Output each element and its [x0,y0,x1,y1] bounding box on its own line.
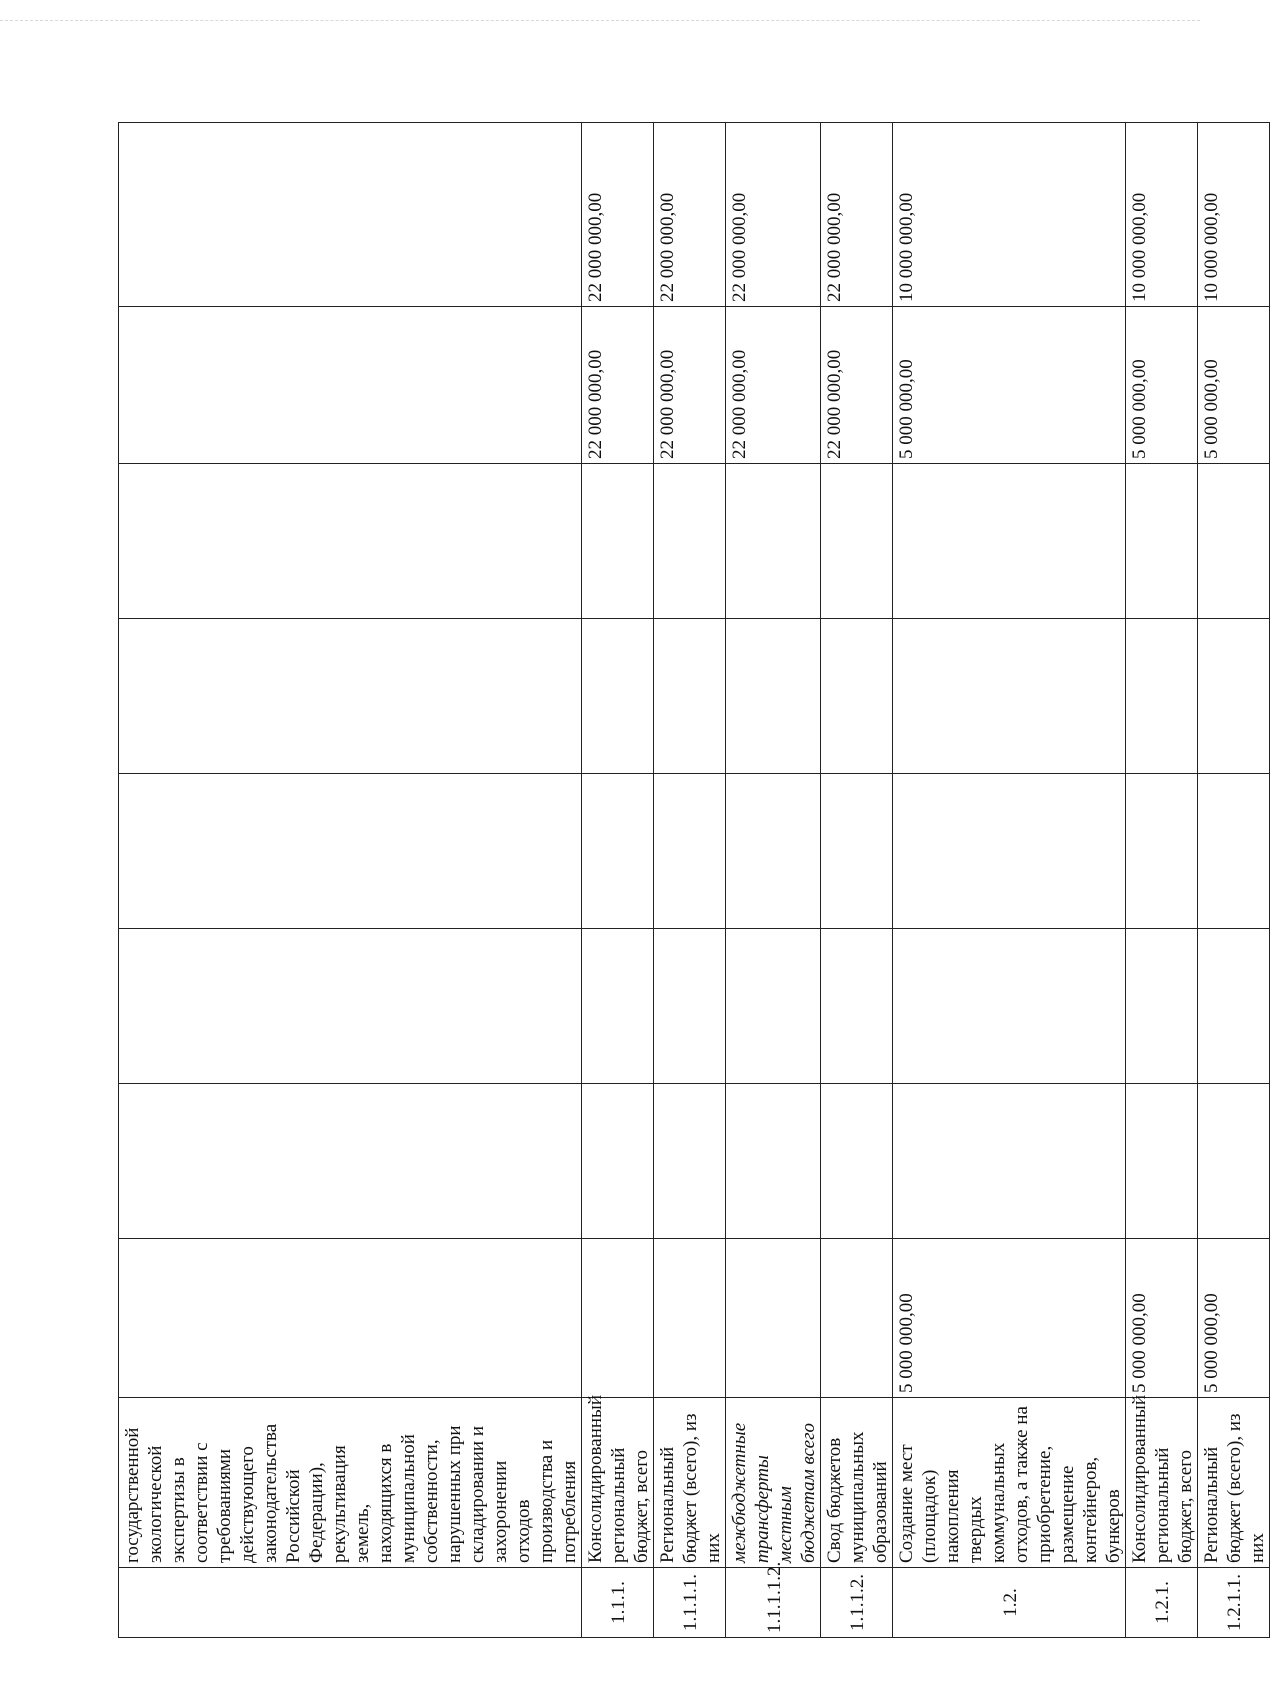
table-row [893,123,1126,1638]
value-cell [119,1084,582,1239]
value-cell [893,1084,1126,1239]
value-cell [1126,1084,1198,1239]
value-cell [726,464,821,619]
table-row [654,123,726,1638]
value-cell [1126,929,1198,1084]
value-cell [1126,774,1198,929]
value-cell [893,464,1126,619]
value-cell [582,929,654,1084]
scan-top-edge [0,0,1200,21]
table-row [1126,123,1198,1638]
value-cell: 10 000 000,00 [1126,123,1198,307]
value-cell [821,464,893,619]
row-number: 1.2. [893,1568,1126,1638]
row-name: Создание мест (площадок) накопления твердых коммунальных отходов, а также на приобретение, размещение контейнеров, бункеров [893,1398,1126,1568]
value-cell [119,929,582,1084]
value-cell: 5 000 000,00 [1198,307,1270,464]
value-cell: 5 000 000,00 [1126,307,1198,464]
value-cell [1126,464,1198,619]
value-cell: 5 000 000,00 [1126,1239,1198,1398]
value-cell: 10 000 000,00 [1198,123,1270,307]
value-cell: 22 000 000,00 [582,123,654,307]
row-name: Свод бюджетов муниципальных образований [821,1398,893,1568]
row-name: государственной экологической экспертизы в соответствии с требованиями действующего законодательства Российской Федерации), рекультивация земель, находящихся в муниципальной собственности, нарушенных при складировании и захоронении отходов производства и потребления [119,1398,582,1568]
value-cell [119,619,582,774]
value-cell [821,774,893,929]
value-cell [654,1239,726,1398]
value-cell: 22 000 000,00 [726,123,821,307]
value-cell [726,1084,821,1239]
value-cell [1198,774,1270,929]
row-name: Консолидированный региональный бюджет, всего [582,1398,654,1568]
table-row [582,123,654,1638]
value-cell: 22 000 000,00 [821,307,893,464]
value-cell [726,1239,821,1398]
value-cell [582,464,654,619]
value-cell [821,1084,893,1239]
row-number: 1.1.1. [582,1568,654,1638]
value-cell [119,464,582,619]
value-cell [726,774,821,929]
row-number: 1.2.1. [1126,1568,1198,1638]
value-cell [1198,1084,1270,1239]
value-cell: 5 000 000,00 [893,307,1126,464]
value-cell: 10 000 000,00 [893,123,1126,307]
value-cell [893,774,1126,929]
value-cell: 22 000 000,00 [726,307,821,464]
value-cell [821,619,893,774]
table-row [1198,123,1270,1638]
value-cell [1198,464,1270,619]
value-cell [654,929,726,1084]
row-number: 1.1.1.2. [821,1568,893,1638]
budget-table [118,122,1270,1638]
row-number: 1.1.1.1. [654,1568,726,1638]
rotated-page [118,123,1268,1638]
table-row [119,123,582,1638]
value-cell: 22 000 000,00 [654,307,726,464]
value-cell [654,464,726,619]
row-name: Консолидированный региональный бюджет, всего [1126,1398,1198,1568]
value-cell: 22 000 000,00 [821,123,893,307]
value-cell [1198,619,1270,774]
value-cell [821,1239,893,1398]
row-name: межбюджетные трансферты местным бюджетам всего [726,1398,821,1568]
value-cell [582,1239,654,1398]
value-cell: 5 000 000,00 [1198,1239,1270,1398]
value-cell [119,1239,582,1398]
row-number: 1.2.1.1. [1198,1568,1270,1638]
row-name: Региональный бюджет (всего), из них [654,1398,726,1568]
value-cell: 5 000 000,00 [893,1239,1126,1398]
table-row [726,123,821,1638]
table-body [119,123,1270,1638]
value-cell [119,123,582,307]
row-number [119,1568,582,1638]
value-cell [582,774,654,929]
value-cell [726,619,821,774]
table-row [821,123,893,1638]
value-cell [726,929,821,1084]
value-cell: 22 000 000,00 [654,123,726,307]
value-cell [119,307,582,464]
value-cell [1126,619,1198,774]
row-number: 1.1.1.1.2. [726,1568,821,1638]
value-cell [654,774,726,929]
value-cell [654,1084,726,1239]
value-cell [582,1084,654,1239]
value-cell [119,774,582,929]
value-cell [654,619,726,774]
value-cell: 22 000 000,00 [582,307,654,464]
value-cell [893,929,1126,1084]
value-cell [1198,929,1270,1084]
value-cell [582,619,654,774]
value-cell [821,929,893,1084]
row-name: Региональный бюджет (всего), из них [1198,1398,1270,1568]
value-cell [893,619,1126,774]
